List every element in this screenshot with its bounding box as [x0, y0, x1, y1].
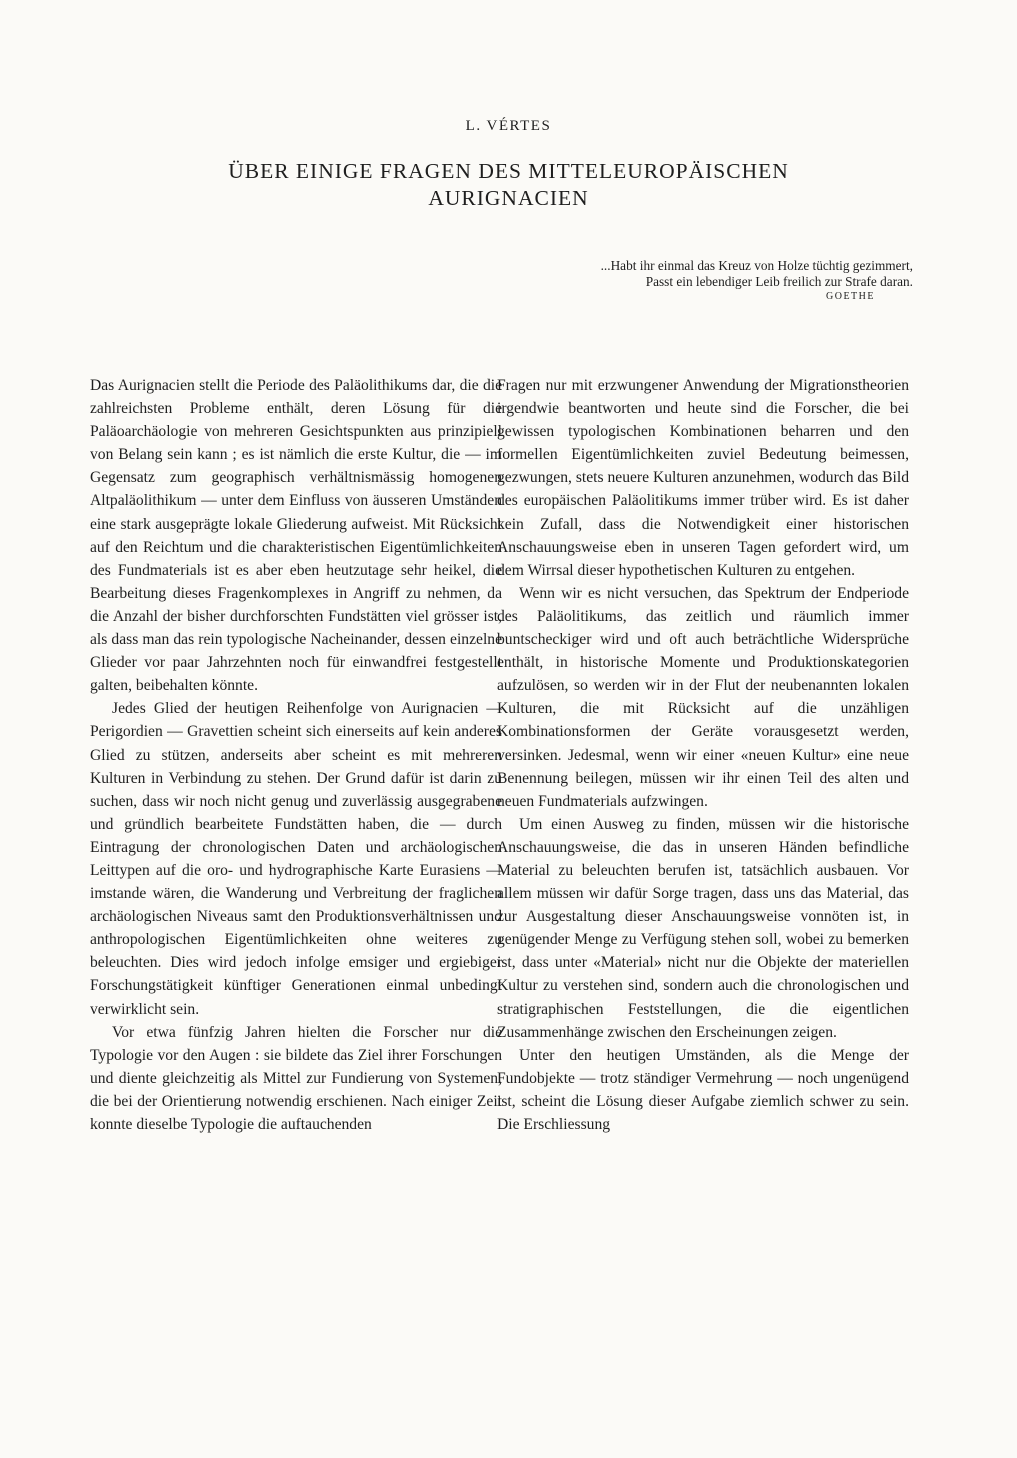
- paragraph: Das Aurignacien stellt die Periode des Paläolithikums dar, die die zahlreichsten Probleme enthält, deren Lösung für die Paläoarchäologie von mehreren Gesichtspunkten aus prinzipiell von Belang sein kann ; es ist nämlich die erste Kultur, die — im Gegensatz zum geographisch verhältnismässig homogenen Altpaläolithikum — unter dem Einfluss von äusseren Umständen eine stark ausgeprägte lokale Gliederung aufweist. Mit Rücksicht auf den Reichtum und die charakteristischen Eigentümlichkeiten des Fundmaterials ist es aber eben heutzutage sehr heikel, die Bearbeitung dieses Fragenkomplexes in Angriff zu nehmen, da die Anzahl der bisher durchforschten Fundstätten viel grösser ist, als dass man das rein typologische Nacheinander, dessen einzelne Glieder vor paar Jahrzehnten noch für einwandfrei festgestellt galten, beibehalten könnte.: [90, 377, 502, 695]
- paragraph: Jedes Glied der heutigen Reihenfolge von Aurignacien — Perigordien — Gravettien scheint sich einerseits auf kein anderes Glied zu stützen, anderseits aber scheint es mit mehreren Kulturen in Verbindung zu stehen. Der Grund dafür ist darin zu suchen, dass wir noch nicht genug und zuverlässig ausgegrabene und gründlich bearbeitete Fundstätten haben, die — durch Eintragung der chronologischen Daten und archäologischen Leittypen auf die oro- und hydrographische Karte Eurasiens — imstande wären, die Wanderung und Verbreitung der fraglichen archäologischen Niveaus samt den Produktionsverhältnissen und anthropologischen Eigentümlichkeiten ohne weiteres zu beleuchten. Dies wird jedoch infolge emsiger und ergiebiger Forschungstätigkeit künftiger Generationen einmal unbedingt verwirklicht sein.: [90, 700, 502, 1018]
- epigraph-line-2: Passt ein lebendiger Leib freilich zur Strafe daran.: [645, 273, 913, 289]
- epigraph: [443, 258, 913, 305]
- paragraph: Wenn wir es nicht versuchen, das Spektrum der Endperiode des Paläolitikums, das zeitlich und räumlich immer buntscheckiger wird und oft auch beträchtliche Widersprüche enthält, in historische Momente und Produktionskategorien aufzulösen, so werden wir in der Flut der neubenannten lokalen Kulturen, die mit Rücksicht auf die unzähligen Kombinationsformen der Geräte vorausgesetzt werden, versinken. Jedesmal, wenn wir einer «neuen Kultur» eine neue Benennung beilegen, müssen wir ihr einen Teil des alten und neuen Fundmaterials aufzwingen.: [497, 584, 909, 810]
- paragraph: Um einen Ausweg zu finden, müssen wir die historische Anschauungsweise, die das in unseren Händen befindliche Material zu beleuchten berufen ist, tatsächlich ausbauen. Vor allem müssen wir dafür Sorge tragen, dass uns das Material, das zur Ausgestaltung dieser Anschauungsweise vonnöten ist, in genügender Menge zu Verfügung stehen soll, wobei zu bemerken ist, dass unter «Material» nicht nur die Objekte der materiellen Kultur zu verstehen sind, sondern auch die chronologischen und stratigraphischen Feststellungen, die die eigentlichen Zusammenhänge zwischen den Erscheinungen zeigen.: [497, 815, 909, 1041]
- left-column: [90, 374, 502, 1136]
- author-name: L. VÉRTES: [465, 118, 552, 134]
- title-line-1: ÜBER EINIGE FRAGEN DES MITTELEUROPÄISCHEN: [228, 159, 789, 183]
- right-column: [497, 374, 909, 1136]
- title-line-2: AURIGNACIEN: [428, 186, 589, 210]
- epigraph-line-1: ...Habt ihr einmal das Kreuz von Holze tüchtig gezimmert,: [600, 258, 913, 273]
- paragraph: Fragen nur mit erzwungener Anwendung der Migrationstheorien irgendwie beantworten und heute sind die Forscher, die bei gewissen typologischen Kombinationen beharren und den formellen Eigentümlichkeiten zuviel Bedeutung beimessen, gezwungen, stets neuere Kulturen anzunehmen, wodurch das Bild des europäischen Paläolitikums immer trüber wird. Es ist daher kein Zufall, dass die Notwendigkeit einer historischen Anschauungsweise eben in unseren Tagen gefordert wird, um dem Wirrsal dieser hypothetischen Kulturen zu entgehen.: [497, 377, 909, 579]
- epigraph-source: GOETHE: [826, 291, 875, 302]
- paragraph: Vor etwa fünfzig Jahren hielten die Forscher nur die Typologie vor den Augen : sie bildete das Ziel ihrer Forschungen und diente gleichzeitig als Mittel zur Fundierung von Systemen, die bei der Orientierung notwendig erschienen. Nach einiger Zeit konnte dieselbe Typologie die auftauchenden: [90, 1023, 502, 1133]
- paragraph: Unter den heutigen Umständen, als die Menge der Fundobjekte — trotz ständiger Vermehrung — noch ungenügend ist, scheint die Lösung dieser Aufgabe ziemlich schwer zu sein. Die Erschliessung: [497, 1046, 909, 1133]
- article-title: [0, 158, 1017, 212]
